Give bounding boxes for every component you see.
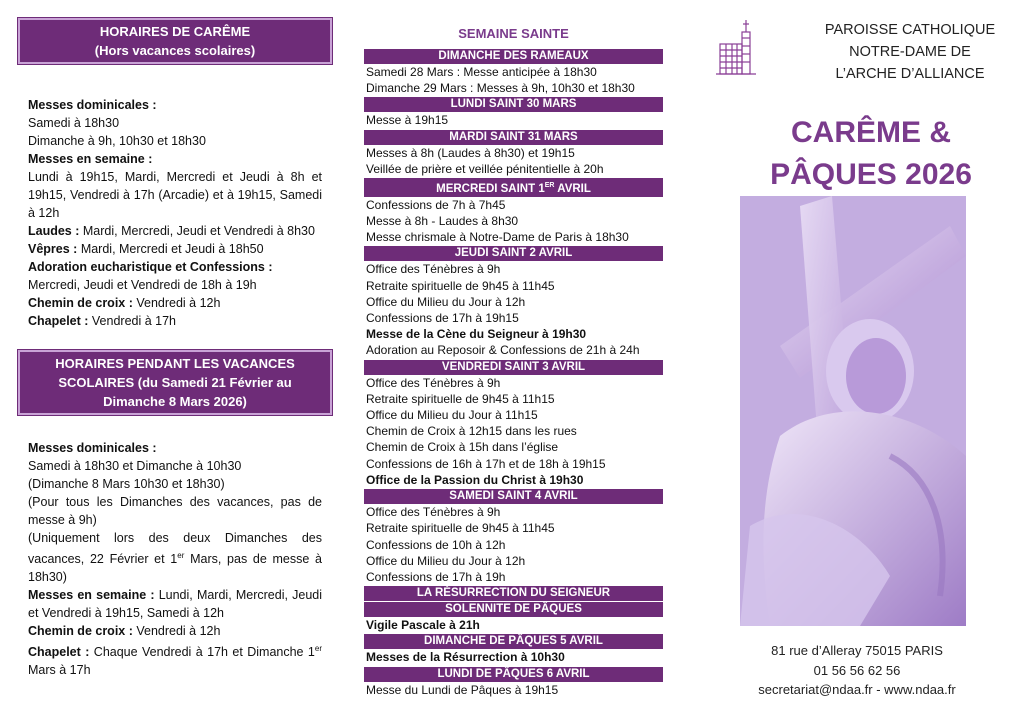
good-friday-bar: VENDREDI SAINT 3 AVRIL [364,360,663,375]
event-line: Retraite spirituelle de 9h45 à 11h45 [366,521,555,536]
holy-thursday-bar: JEUDI SAINT 2 AVRIL [364,246,663,261]
weekday-masses-text: Lundi à 19h15, Mardi, Mercredi et Jeudi à 8h et 19h15, Vendredi à 17h (Arcadie) et à 19h15, Samedi à 12h [28,170,322,220]
holiday-hours-title: HORAIRES PENDANT LES VACANCES [55,356,295,371]
event-line: Retraite spirituelle de 9h45 à 11h15 [366,391,555,406]
event-line: Veillée de prière et veillée pénitentielle à 20h [366,161,604,176]
holy-saturday-bar: SAMEDI SAINT 4 AVRIL [364,489,663,504]
holiday-sunday-label: Messes dominicales : [28,441,157,455]
holiday-hours-header [18,350,332,415]
email-website: secretariat@ndaa.fr - www.ndaa.fr [758,682,956,697]
holiday-rosary-text: Chaque Vendredi à 17h et Dimanche 1 [89,645,315,660]
holy-week-title: SEMAINE SAINTE [458,26,569,41]
event-line: Samedi 28 Mars : Messe anticipée à 18h30 [366,65,597,79]
phone: 01 56 56 62 56 [813,662,901,678]
crucifix-illustration [740,196,966,626]
holy-week-column [364,0,663,698]
event-line: Office des Ténèbres à 9h [366,505,501,520]
palm-sunday-bar: DIMANCHE DES RAMEAUX [364,49,663,64]
event-line: Chemin de Croix à 15h dans l’église [366,440,559,455]
event-line: Messe à 19h15 [366,113,449,128]
easter-monday-bar: LUNDI DE PÂQUES 6 AVRIL [364,667,663,682]
sunday-masses-line: Samedi à 18h30 [28,116,120,130]
event-line: Confessions de 7h à 7h45 [366,197,506,212]
event-line: Confessions de 17h à 19h15 [366,311,519,326]
resurrection-bar: LA RÉSURRECTION DU SEIGNEUR [364,586,663,601]
easter-solemnity-bar: SOLENNITE DE PÂQUES [364,602,663,617]
adoration-text: Mercredi, Jeudi et Vendredi de 18h à 19h [28,278,257,292]
lauds-text: Mardi, Mercredi, Jeudi et Vendredi à 8h30 [79,224,315,238]
event-line: Vigile Pascale à 21h [366,618,480,633]
holiday-sunday-line: Samedi à 18h30 et Dimanche à 10h30 [28,459,242,473]
vespers-text: Mardi, Mercredi et Jeudi à 18h50 [77,242,264,256]
holiday-hours-body: Messes dominicales : Samedi à 18h30 et Dimanche à 10h30 (Dimanche 8 Mars 10h30 et 18h30) (Pour tous les Dimanches des vacances, pas de messe à 9h) (Uniquement lors des deux Dimanches des vacances, 22 Février et 1er Mars, pas de messe à 18h30) Messes en semaine : Lundi, Mardi, Mercredi, Jeudi et Vendredi à 19h15, Samedi à 12h Chemin de croix : Vendredi à 12h Chapelet : Chaque Vendredi à 17h et Dimanche 1er Mars à 17h [28,441,323,678]
lent-hours-header [18,18,332,64]
event-line: Messe chrismale à Notre-Dame de Paris à 18h30 [366,230,629,245]
event-line: Chemin de Croix à 12h15 dans les rues [366,424,577,439]
event-line: Adoration au Reposoir & Confessions de 21h à 24h [366,343,640,358]
sunday-masses-label: Messes dominicales : [28,98,157,112]
rosary-text: Vendredi à 17h [88,314,177,328]
sunday-masses-line: Dimanche à 9h, 10h30 et 18h30 [28,134,206,148]
parish-name: PAROISSE CATHOLIQUE NOTRE-DAME DE L’ARCHE D’ALLIANCE [824,22,996,82]
easter-sunday-bar: DIMANCHE DE PÂQUES 5 AVRIL [364,634,663,649]
rosary-label: Chapelet : [28,314,89,328]
crucifix-image [740,196,966,626]
address: 81 rue d’Alleray 75015 PARIS [771,643,943,658]
event-line: Confessions de 17h à 19h [366,569,506,584]
event-line: Retraite spirituelle de 9h45 à 11h45 [366,278,555,293]
way-of-cross-label: Chemin de croix : [28,296,133,310]
lauds-label: Laudes : [28,224,80,238]
holy-tuesday-bar: MARDI SAINT 31 MARS [364,130,663,145]
page-title: CARÊME & PÂQUES 2026 [770,116,972,191]
event-line: Office du Milieu du Jour à 11h15 [366,408,538,423]
event-line: Messe du Lundi de Pâques à 19h15 [366,682,559,697]
vespers-label: Vêpres : [28,242,78,256]
event-line: Office de la Passion du Christ à 19h30 [366,472,584,487]
lent-hours-subtitle: (Hors vacances scolaires) [94,43,256,58]
event-line: Confessions de 10h à 12h [366,537,506,552]
event-line: Messe de la Cène du Seigneur à 19h30 [366,327,587,342]
contact-info [730,641,984,700]
cover-column [700,0,1024,726]
event-line: Office du Milieu du Jour à 12h [366,294,526,309]
holiday-sunday-line: (Pour tous les Dimanches des vacances, pas de messe à 9h) [28,495,322,527]
holiday-sunday-line: (Dimanche 8 Mars 10h30 et 18h30) [28,477,225,491]
event-line: Messes de la Résurrection à 10h30 [366,650,565,665]
event-line: Messes à 8h (Laudes à 8h30) et 19h15 [366,145,575,160]
holiday-sunday-line: (Uniquement lors des deux Dimanches des vacances, 22 Février et 1er Mars, pas de messe à 18h30) [28,531,322,585]
lent-hours-title: HORAIRES DE CARÊME [99,24,251,39]
church-logo-icon [716,18,756,78]
event-line: Office des Ténèbres à 9h [366,262,501,277]
event-line: Messe à 8h - Laudes à 8h30 [366,214,519,229]
lent-hours-body [18,96,332,330]
holiday-hours-title: SCOLAIRES (du Samedi 21 Février au [58,375,292,390]
holiday-rosary-label: Chapelet : [28,645,90,660]
way-of-cross-text: Vendredi à 12h [132,296,221,310]
holy-monday-bar: LUNDI SAINT 30 MARS [364,97,663,112]
event-line: Dimanche 29 Mars : Messes à 9h, 10h30 et 18h30 [366,81,635,96]
weekday-masses-label: Messes en semaine : [28,152,153,166]
event-line: Office du Milieu du Jour à 12h [366,553,526,568]
lent-schedule-column [18,0,332,679]
event-line: Confessions de 16h à 17h et de 18h à 19h15 [366,456,606,471]
adoration-label: Adoration eucharistique et Confessions : [28,260,273,274]
holiday-way-of-cross-label: Chemin de croix : [28,624,133,639]
event-line: Office des Ténèbres à 9h [366,375,501,390]
holiday-weekday-text: Lundi, Mardi, Mercredi, Jeudi et Vendredi à 19h15, Samedi à 12h [28,588,323,621]
holy-wednesday-bar: MERCREDI SAINT 1ER AVRIL [364,178,663,197]
holiday-weekday-label: Messes en semaine : [28,588,155,603]
holiday-way-of-cross-text: Vendredi à 12h [132,624,221,639]
holiday-hours-title: Dimanche 8 Mars 2026) [103,394,247,409]
